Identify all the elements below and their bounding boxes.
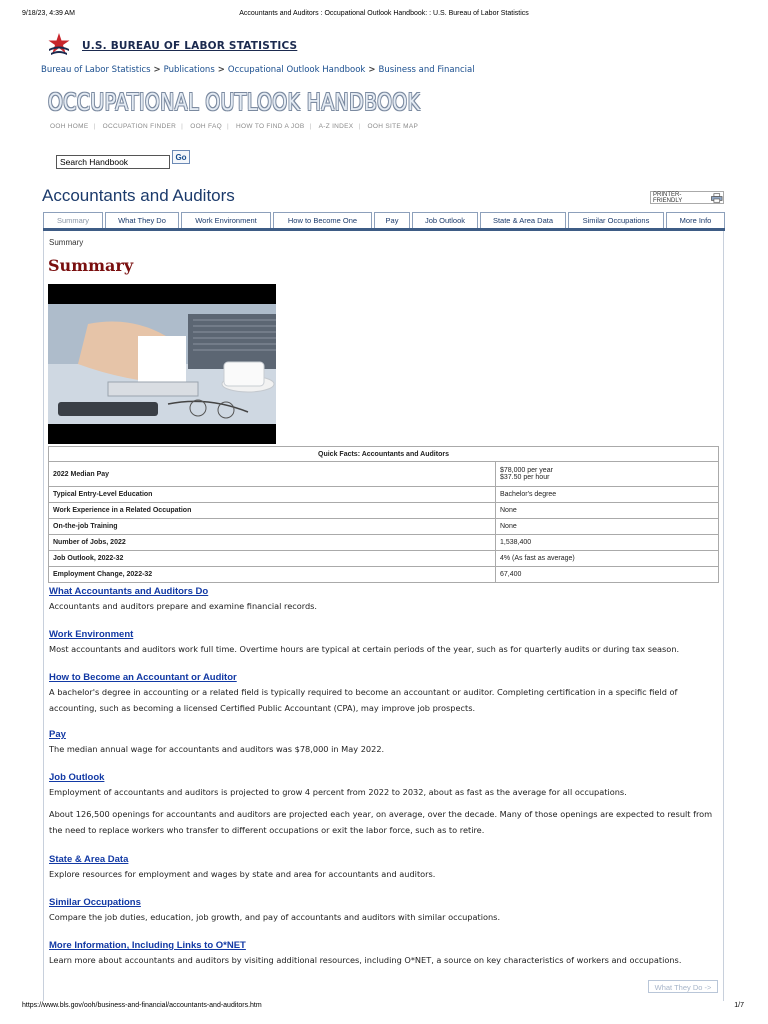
tab-summary[interactable]: Summary <box>43 212 103 228</box>
breadcrumb <box>41 65 475 75</box>
printer-friendly-button[interactable] <box>650 191 724 204</box>
bls-logo-icon[interactable] <box>46 32 72 58</box>
fact-label: 2022 Median Pay <box>49 462 496 487</box>
section-pay <box>49 729 719 757</box>
section-state-area <box>49 854 719 882</box>
table-row <box>49 551 719 567</box>
fact-label: Typical Entry-Level Education <box>49 487 496 503</box>
page-title: Accountants and Auditors <box>42 186 235 205</box>
breadcrumb-bls[interactable]: Bureau of Labor Statistics <box>41 65 151 75</box>
ooh-nav: OOH HOME | OCCUPATION FINDER | OOH FAQ | HOW TO FIND A JOB | A-Z INDEX | OOH SITE MAP <box>50 123 419 130</box>
section-text: The median annual wage for accountants and auditors was $78,000 in May 2022. <box>49 744 385 754</box>
section-job-outlook <box>49 772 719 838</box>
search-input[interactable] <box>56 155 170 169</box>
section-link-more-info[interactable]: More Information, Including Links to O*NET <box>49 940 246 951</box>
fact-value: None <box>496 503 719 519</box>
summary-heading: Summary <box>48 256 134 275</box>
next-tab-button[interactable]: What They Do -> <box>648 980 718 993</box>
section-text: Explore resources for employment and wages by state and area for accountants and auditors. <box>49 869 436 879</box>
section-text: A bachelor's degree in accounting or a related field is typically required to become an accountant or auditor. Completing certification in a specific field of accounting, such as becoming a licensed Certified Public Accountant (CPA), may improve job prospects. <box>49 687 678 713</box>
print-page-number: 1/7 <box>734 1002 744 1009</box>
table-row <box>49 462 719 487</box>
tab-state-area-data[interactable]: State & Area Data <box>480 212 566 228</box>
chevron-right-icon: > <box>368 65 376 75</box>
tab-more-info[interactable]: More Info <box>666 212 725 228</box>
fact-label: Number of Jobs, 2022 <box>49 535 496 551</box>
quick-facts-table <box>48 446 719 583</box>
section-what-they-do <box>49 586 719 614</box>
section-link-what-they-do[interactable]: What Accountants and Auditors Do <box>49 586 209 597</box>
section-link-pay[interactable]: Pay <box>49 729 66 740</box>
ooh-nav-find-job[interactable]: HOW TO FIND A JOB <box>236 123 305 130</box>
table-row <box>49 567 719 583</box>
occupation-photo <box>48 284 276 444</box>
tab-what-they-do[interactable]: What They Do <box>105 212 179 228</box>
ooh-nav-occupation-finder[interactable]: OCCUPATION FINDER <box>102 123 177 130</box>
fact-value: None <box>496 519 719 535</box>
fact-value: $78,000 per year $37.50 per hour <box>496 462 719 487</box>
ooh-banner-title[interactable]: OCCUPATIONAL OUTLOOK HANDBOOK <box>48 90 421 116</box>
occupation-tabs <box>43 212 725 228</box>
printer-friendly-label: PRINTER-FRIENDLY <box>653 191 683 204</box>
section-text: Accountants and auditors prepare and examine financial records. <box>49 601 318 611</box>
breadcrumb-business-financial[interactable]: Business and Financial <box>378 65 475 75</box>
print-datetime: 9/18/23, 4:39 AM <box>22 10 75 17</box>
ooh-nav-faq[interactable]: OOH FAQ <box>190 123 222 130</box>
section-similar-occupations <box>49 897 719 925</box>
fact-label: Job Outlook, 2022-32 <box>49 551 496 567</box>
section-label: Summary <box>49 238 84 247</box>
fact-label: Work Experience in a Related Occupation <box>49 503 496 519</box>
table-row <box>49 503 719 519</box>
section-text: Most accountants and auditors work full time. Overtime hours are typical at certain periods of the year, such as for quarterly audits or during tax season. <box>49 644 680 654</box>
agency-name-link[interactable]: U.S. BUREAU OF LABOR STATISTICS <box>82 40 298 52</box>
quick-facts-caption: Quick Facts: Accountants and Auditors <box>49 447 719 462</box>
fact-label: Employment Change, 2022-32 <box>49 567 496 583</box>
fact-value: 1,538,400 <box>496 535 719 551</box>
section-how-to-become <box>49 672 719 716</box>
fact-value: Bachelor's degree <box>496 487 719 503</box>
section-link-state-area[interactable]: State & Area Data <box>49 854 129 865</box>
ooh-nav-site-map[interactable]: OOH SITE MAP <box>367 123 419 130</box>
ooh-nav-home[interactable]: OOH HOME <box>50 123 89 130</box>
tab-pay[interactable]: Pay <box>374 212 410 228</box>
table-row <box>49 535 719 551</box>
breadcrumb-ooh[interactable]: Occupational Outlook Handbook <box>227 65 366 75</box>
table-row <box>49 487 719 503</box>
tab-job-outlook[interactable]: Job Outlook <box>412 212 478 228</box>
section-text: Compare the job duties, education, job growth, and pay of accountants and auditors with similar occupations. <box>49 912 501 922</box>
tab-similar-occupations[interactable]: Similar Occupations <box>568 212 664 228</box>
table-row <box>49 519 719 535</box>
section-link-similar-occupations[interactable]: Similar Occupations <box>49 897 141 908</box>
printer-icon <box>711 193 723 203</box>
section-link-job-outlook[interactable]: Job Outlook <box>49 772 105 783</box>
search-go-button[interactable]: Go <box>172 150 190 164</box>
section-link-work-environment[interactable]: Work Environment <box>49 629 134 640</box>
section-link-how-to-become[interactable]: How to Become an Accountant or Auditor <box>49 672 237 683</box>
chevron-right-icon: > <box>153 65 161 75</box>
section-text: Learn more about accountants and auditors by visiting additional resources, including O*NET, a source on key characteristics of workers and occupations. <box>49 955 682 965</box>
handbook-search <box>56 150 187 169</box>
chevron-right-icon: > <box>217 65 225 75</box>
tab-work-environment[interactable]: Work Environment <box>181 212 271 228</box>
tab-how-to-become-one[interactable]: How to Become One <box>273 212 372 228</box>
section-work-environment <box>49 629 719 657</box>
section-more-info <box>49 940 719 968</box>
print-url: https://www.bls.gov/ooh/business-and-financial/accountants-and-auditors.htm <box>22 1002 262 1009</box>
breadcrumb-publications[interactable]: Publications <box>163 65 215 75</box>
fact-label: On-the-job Training <box>49 519 496 535</box>
ooh-nav-az-index[interactable]: A-Z INDEX <box>318 123 354 130</box>
section-text: About 126,500 openings for accountants and auditors are projected each year, on average, over the decade. Many of those openings are expected to result from the need to replace workers who transfer to different occupations or exit the labor force, such as to retire. <box>49 809 713 835</box>
section-text: Employment of accountants and auditors is projected to grow 4 percent from 2022 to 2032, about as fast as the average for all occupations. <box>49 787 627 797</box>
fact-value: 67,400 <box>496 567 719 583</box>
fact-value: 4% (As fast as average) <box>496 551 719 567</box>
print-title: Accountants and Auditors : Occupational Outlook Handbook: : U.S. Bureau of Labor Statistics <box>239 10 529 17</box>
